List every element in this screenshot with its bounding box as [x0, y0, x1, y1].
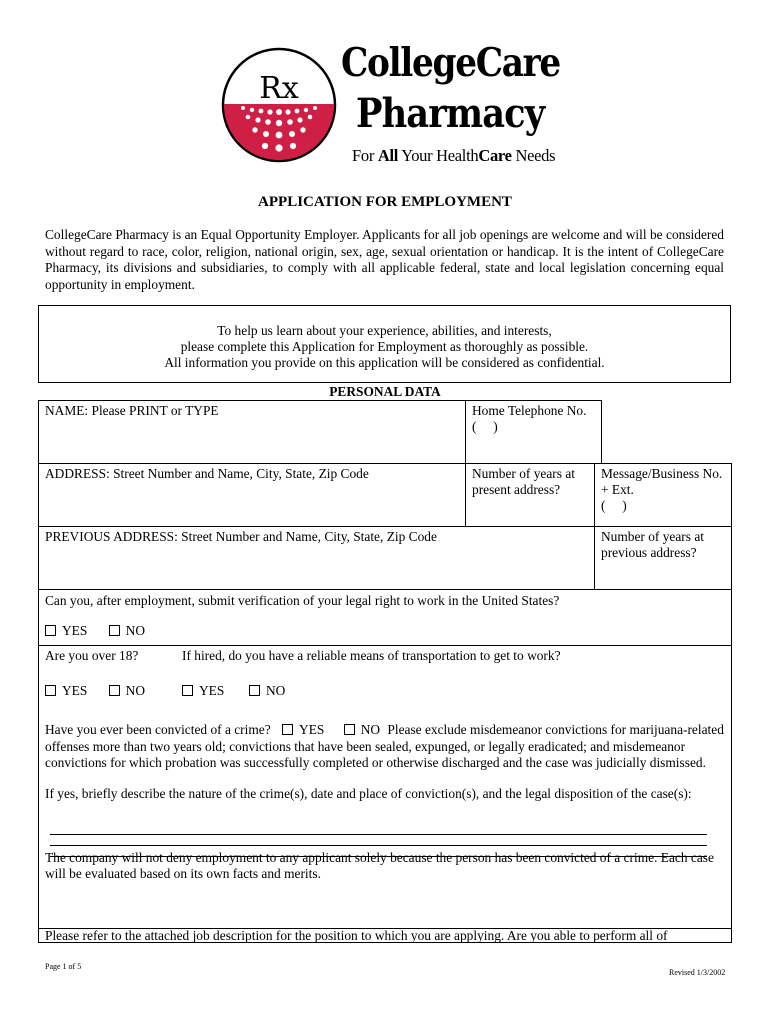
age-transport-section — [38, 645, 732, 705]
instructions-box — [38, 305, 731, 383]
name-label: NAME: Please PRINT or TYPE — [45, 403, 219, 418]
page-title: APPLICATION FOR EMPLOYMENT — [258, 194, 512, 210]
instructions-line-2: please complete this Application for Employment as thoroughly as possible. — [180, 339, 589, 354]
over18-question: Are you over 18? — [45, 648, 139, 663]
logo-name-line2: Pharmacy — [356, 90, 545, 137]
transport-yes-checkbox[interactable]: YES — [182, 683, 224, 699]
legal-no-checkbox[interactable]: NO — [109, 623, 145, 638]
home-phone-paren: ( ) — [472, 419, 498, 434]
home-phone-field[interactable] — [465, 400, 602, 464]
business-phone-label: Message/Business No. + Ext. — [601, 466, 723, 497]
conviction-yes-checkbox[interactable]: YES — [282, 722, 324, 737]
conviction-answer-line-1[interactable] — [50, 834, 707, 835]
conviction-answer-line-2[interactable] — [50, 845, 707, 846]
name-field[interactable] — [38, 400, 466, 464]
conviction-policy: The company will not deny employment to any applicant solely because the person has been convicted of a crime. Each case will be evaluated based on its own facts and merits. — [45, 849, 714, 881]
years-present-field[interactable] — [465, 463, 595, 527]
conviction-question: Have you ever been convicted of a crime? — [45, 722, 271, 737]
instructions-line-1: To help us learn about your experience, abilities, and interests, — [217, 323, 552, 338]
conviction-note: Please exclude misdemeanor convictions for marijuana-related offenses more than two years old; convictions that have been sealed, expunged, or legally eradicated; and misdemeanor convictions for which probation was successfully completed or otherwise discharged and the case was judicially dismissed. — [45, 722, 724, 770]
conviction-section — [38, 704, 732, 929]
address-field[interactable] — [38, 463, 466, 527]
age-transport-options — [45, 683, 725, 699]
over18-no-checkbox[interactable]: NO — [109, 683, 145, 698]
home-phone-label: Home Telephone No. — [472, 403, 587, 418]
eeo-statement: CollegeCare Pharmacy is an Equal Opportunity Employer. Applicants for all job openings are welcome and will be considered without regard to race, color, religion, national origin, sex, age, sexual orientation or handicap. It is the intent of CollegeCare Pharmacy, its divisions and subsidiaries, to comply with all applicable federal, state and local legislation concerning equal opportunity in employment. — [45, 227, 724, 292]
legal-yes-checkbox[interactable]: YES — [45, 623, 87, 638]
years-previous-field[interactable] — [594, 526, 732, 590]
personal-data-heading: PERSONAL DATA — [329, 384, 441, 399]
legal-right-section — [38, 589, 732, 646]
logo-tagline: For All Your HealthCare Needs — [352, 146, 556, 165]
over18-yes-checkbox[interactable]: YES — [45, 683, 87, 698]
instructions-line-3: All information you provide on this application will be considered as confidential. — [164, 355, 605, 370]
previous-address-field[interactable] — [38, 526, 595, 590]
conviction-describe-prompt: If yes, briefly describe the nature of the crime(s), date and place of conviction(s), and the legal disposition of the case(s): — [45, 785, 692, 801]
transport-question: If hired, do you have a reliable means of transportation to get to work? — [182, 648, 561, 663]
logo-emblem — [220, 46, 338, 164]
transport-no-checkbox[interactable]: NO — [249, 683, 285, 699]
conviction-answer-line-3[interactable] — [50, 856, 707, 857]
legal-right-options — [45, 623, 725, 639]
logo-name-line1: CollegeCare — [341, 40, 560, 86]
years-previous-label: Number of years at previous address? — [601, 529, 704, 560]
conviction-no-checkbox[interactable]: NO — [344, 722, 380, 737]
revision-date: Revised 1/3/2002 — [669, 968, 726, 977]
years-present-label: Number of years at present address? — [472, 466, 575, 497]
job-description-question: Please refer to the attached job description for the position to which you are applying. Are you able to perform all of — [45, 928, 668, 943]
conviction-question-block — [45, 722, 725, 772]
page-number: Page 1 of 5 — [45, 962, 82, 971]
job-description-section — [38, 928, 732, 943]
address-label: ADDRESS: Street Number and Name, City, State, Zip Code — [45, 466, 369, 481]
business-phone-paren: ( ) — [601, 498, 627, 513]
legal-right-question: Can you, after employment, submit verification of your legal right to work in the United States? — [45, 593, 560, 608]
rx-symbol: Rx — [259, 71, 299, 106]
business-phone-field[interactable] — [594, 463, 732, 527]
previous-address-label: PREVIOUS ADDRESS: Street Number and Name, City, State, Zip Code — [45, 529, 437, 544]
